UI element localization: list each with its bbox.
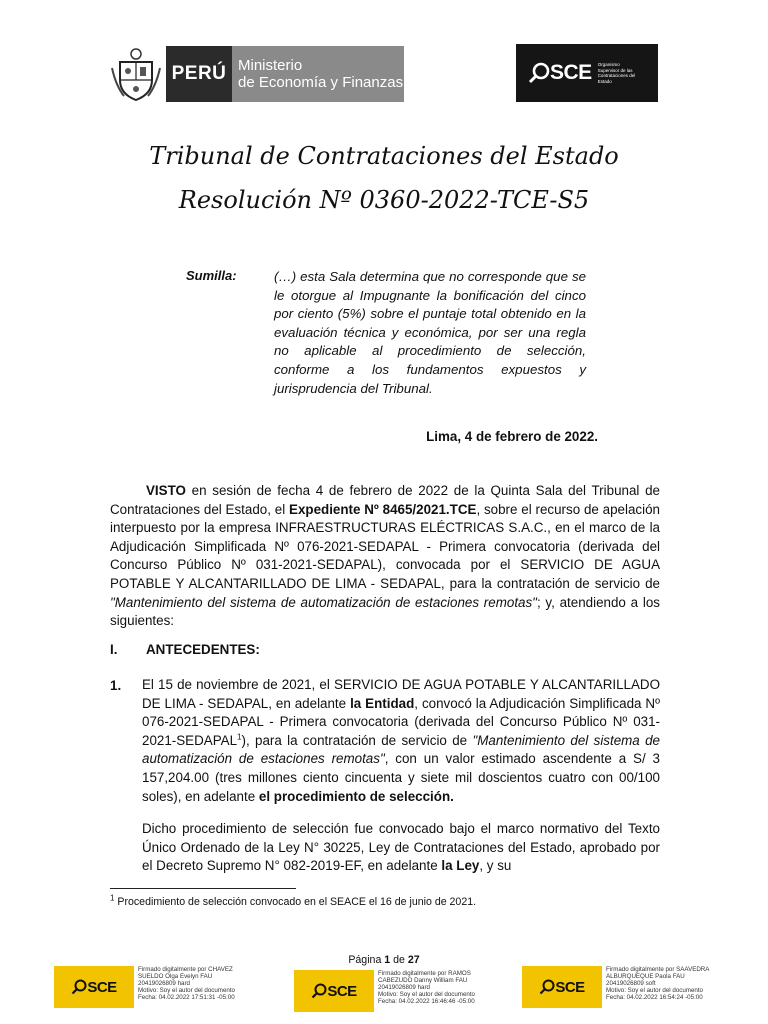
resolution-number: Resolución Nº 0360-2022-TCE-S5: [178, 186, 590, 214]
item-1-service-name: "Mantenimiento del sistema de automatización de estaciones remotas": [142, 732, 660, 767]
resolution-date: Lima, 4 de febrero de 2022.: [426, 429, 598, 444]
sumilla-label: Sumilla:: [186, 268, 237, 283]
signature-text: Firmado digitalmente por SAAVEDRA ALBURQUEQUE Paola FAU 20419026809 soft Motivo: Soy el autor del documento Fecha: 04.02.2022 16:54:24 -05:00: [606, 966, 710, 1001]
sumilla-text: (…) esta Sala determina que no corresponde que se le otorgue al Impugnante la bonificación del cinco por ciento (5%) sobre el puntaje total obtenido en la evaluación técnica y económica, por ser una regla no aplicable al procedimiento de selección, conforme a los fundamentos expuestos y jurisprudencia del Tribunal.: [274, 269, 586, 396]
footnote: [110, 893, 477, 908]
item-1-text-2: , convocó la Adjudicación Simplificada Nº 076-2021-SEDAPAL - Primera convocatoria (derivada del Concurso Público Nº 031-2021-SEDAPAL: [142, 695, 660, 748]
footnote-mark: 1: [110, 893, 115, 903]
visto-text-1: en sesión de fecha 4 de febrero de 2022 de la Quinta Sala del Tribunal de Contrataciones del Estado, el: [110, 483, 660, 517]
page-number: [0, 954, 768, 966]
page-current: 1: [384, 954, 391, 966]
section-number: I.: [110, 642, 118, 657]
magnifier-icon: [311, 983, 327, 999]
visto-paragraph: [110, 482, 660, 631]
peru-brand-box: [166, 46, 232, 102]
signature-block-2[interactable]: [294, 970, 475, 1012]
tribunal-title: Tribunal de Contrataciones del Estado: [149, 142, 619, 170]
ministry-line-1: Ministerio: [238, 57, 303, 74]
magnifier-icon: [528, 62, 550, 84]
osce-header-logo: [516, 44, 658, 102]
item-number: 1.: [110, 678, 122, 693]
service-name: "Mantenimiento del sistema de automatización de estaciones remotas": [110, 594, 537, 610]
visto-text-3: ; y, atendiendo a los siguientes:: [110, 594, 660, 629]
item-1-paragraph-2: [142, 820, 660, 876]
visto-lead: VISTO: [146, 483, 186, 498]
signature-block-1[interactable]: [54, 966, 235, 1008]
footnote-reference[interactable]: 1: [237, 732, 242, 742]
visto-text-2: , sobre el recurso de apelación interpuesto por la empresa INFRAESTRUCTURAS ELÉCTRICAS S.A.C., en el marco de la Adjudicación Simplificada Nº 076-2021-SEDAPAL - Primera convocatoria (derivada del Concurso Público Nº 031-2021-SEDAPAL), convocada por el SERVICIO DE AGUA POTABLE Y ALCANTARILLADO DE LIMA - SEDAPAL, para la contratación de servicio de: [110, 501, 660, 591]
osce-signature-logo: [54, 966, 134, 1008]
item-1-p2-text-2: , y su: [479, 858, 512, 874]
peru-label: PERÚ: [171, 63, 227, 84]
item-1-paragraph: [142, 676, 660, 806]
signature-text: Firmado digitalmente por CHAVEZ SUELDO Olga Evelyn FAU 20419026809 hard Motivo: Soy el autor del documento Fecha: 04.02.2022 17:51:31 -05:00: [138, 966, 235, 1001]
page-total: 27: [407, 954, 420, 966]
footnote-divider: [110, 888, 296, 889]
magnifier-icon: [71, 979, 87, 995]
item-1-text-4: , con un valor estimado ascendente a S/ 3 157,204.00 (tres millones ciento cincuenta y siete mil doscientos cuatro con 00/100 soles), en adelante: [142, 751, 660, 804]
item-1-text-1: El 15 de noviembre de 2021, el SERVICIO DE AGUA POTABLE Y ALCANTARILLADO DE LIMA - SEDAPAL, en adelante: [142, 677, 660, 711]
ministry-line-2: de Economía y Finanzas: [238, 74, 404, 91]
ley-term: la Ley: [441, 858, 480, 874]
entidad-term: la Entidad: [350, 695, 415, 711]
section-title: ANTECEDENTES:: [146, 642, 260, 657]
osce-logo-text: SCE: [550, 61, 592, 84]
page-prefix: Página: [348, 954, 385, 966]
page-middle: de: [390, 954, 408, 966]
signature-block-3[interactable]: [522, 966, 709, 1008]
osce-signature-logo: [294, 970, 374, 1012]
signature-text: Firmado digitalmente por RAMOS CABEZUDO Danny William FAU 20419026809 hard Motivo: Soy el autor del documento Fecha: 04.02.2022 16:46:46 -05:00: [378, 970, 475, 1005]
procedimiento-term: el procedimiento de selección.: [258, 788, 454, 804]
item-1-p2-text-1: Dicho procedimiento de selección fue convocado bajo el marco normativo del Texto Único Ordenado de la Ley N° 30225, Ley de Contrataciones del Estado, aprobado por el Decreto Supremo N° 082-2019-EF, en adelante: [142, 821, 660, 874]
osce-tagline: Organismo Supervisor de las Contrataciones del Estado: [597, 62, 636, 84]
magnifier-icon: [539, 979, 555, 995]
osce-logo-text: SCE: [327, 982, 357, 1000]
ministry-brand-box: [232, 46, 404, 102]
expediente-number: Expediente Nº 8465/2021.TCE: [289, 501, 477, 517]
osce-signature-logo: [522, 966, 602, 1008]
osce-logo-text: SCE: [555, 978, 585, 996]
footnote-text: Procedimiento de selección convocado en el SEACE el 16 de junio de 2021.: [114, 896, 477, 908]
peru-coat-of-arms-logo: [110, 46, 162, 102]
osce-logo-text: SCE: [87, 978, 117, 996]
item-1-text-3: ), para la contratación de servicio de: [241, 732, 473, 748]
